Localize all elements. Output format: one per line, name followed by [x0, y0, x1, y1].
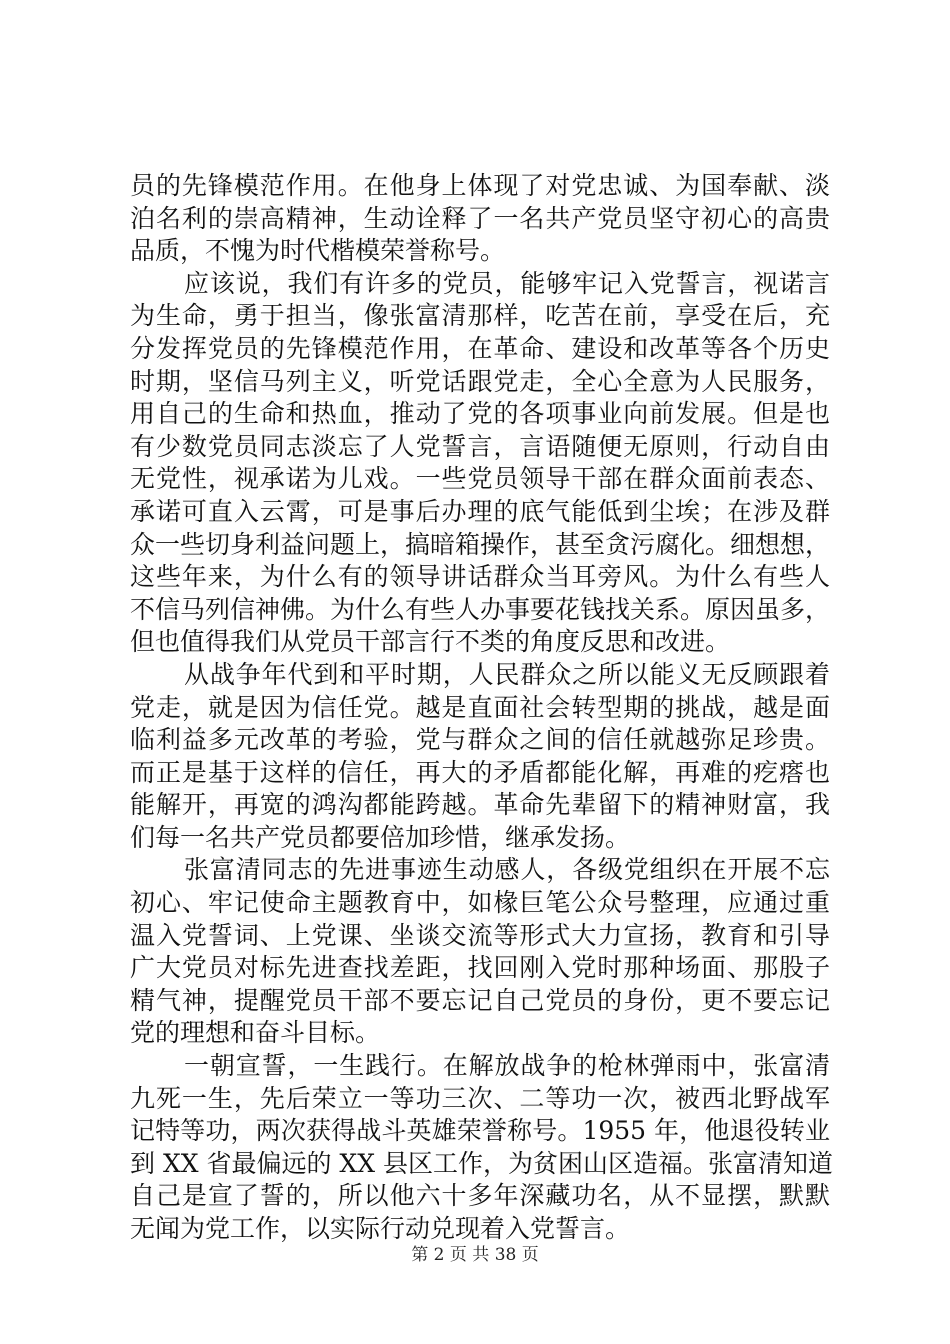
- text-line: 广大党员对标先进查找差距，找回刚入党时那种场面、那股子: [130, 953, 830, 983]
- text-line: 能解开，再宽的鸿沟都能跨越。革命先辈留下的精神财富，我: [130, 790, 830, 820]
- text-line: 时期，坚信马列主义，听党话跟党走，全心全意为人民服务，: [130, 366, 830, 396]
- text-line: 但也值得我们从党员干部言行不类的角度反思和改进。: [130, 627, 731, 657]
- text-line: 记特等功，两次获得战斗英雄荣誉称号。1955 年，他退役转业: [130, 1116, 830, 1146]
- page-number-footer: 第 2 页 共 38 页: [411, 1245, 539, 1265]
- text-line: 无党性，视承诺为儿戏。一些党员领导干部在群众面前表态、: [130, 464, 830, 494]
- text-line: 为生命，勇于担当，像张富清那样，吃苦在前，享受在后，充: [130, 301, 830, 331]
- text-line: 无闻为党工作，以实际行动兑现着入党誓言。: [130, 1214, 631, 1243]
- text-line: 员的先锋模范作用。在他身上体现了对党忠诚、为国奉献、淡: [130, 171, 830, 200]
- paragraph-first-line: 张富清同志的先进事迹生动感人，各级党组织在开展不忘: [184, 855, 830, 885]
- body-text: [130, 170, 833, 1246]
- text-line: 众一些切身利益问题上，搞暗箱操作，甚至贪污腐化。细想想，: [130, 529, 831, 559]
- text-line: 党的理想和奋斗目标。: [130, 1018, 381, 1048]
- text-line: 自己是宣了誓的，所以他六十多年深藏功名，从不显摆，默默: [130, 1181, 830, 1211]
- text-line: 品质，不愧为时代楷模荣誉称号。: [130, 236, 506, 266]
- text-line: 们每一名共产党员都要倍加珍惜，继承发扬。: [130, 822, 631, 852]
- text-line: 而正是基于这样的信任，再大的矛盾都能化解，再难的疙瘩也: [130, 757, 830, 787]
- paragraph-first-line: 应该说，我们有许多的党员，能够牢记入党誓言，视诺言: [184, 268, 830, 298]
- text-line: 这些年来，为什么有的领导讲话群众当耳旁风。为什么有些人: [130, 562, 830, 592]
- paragraph-first-line: 一朝宣誓，一生践行。在解放战争的枪林弹雨中，张富清: [184, 1051, 830, 1081]
- text-line: 分发挥党员的先锋模范作用，在革命、建设和改革等各个历史: [130, 333, 830, 363]
- text-line: 初心、牢记使命主题教育中，如椽巨笔公众号整理，应通过重: [130, 888, 830, 918]
- text-line: 九死一生，先后荣立一等功三次、二等功一次，被西北野战军: [130, 1083, 830, 1113]
- text-line: 不信马列信神佛。为什么有些人办事要花钱找关系。原因虽多，: [130, 594, 831, 624]
- text-line: 有少数党员同志淡忘了人党誓言，言语随便无原则，行动自由: [130, 431, 830, 461]
- text-line: 到 XX 省最偏远的 XX 县区工作，为贫困山区造福。张富清知道: [130, 1148, 833, 1178]
- text-line: 临利益多元改革的考验，党与群众之间的信任就越弥足珍贵。: [130, 725, 830, 755]
- text-line: 精气神，提醒党员干部不要忘记自己党员的身份，更不要忘记: [130, 985, 830, 1015]
- text-line: 泊名利的崇高精神，生动诠释了一名共产党员坚守初心的高贵: [130, 203, 830, 233]
- text-line: 用自己的生命和热血，推动了党的各项事业向前发展。但是也: [130, 399, 830, 429]
- text-line: 承诺可直入云霄，可是事后办理的底气能低到尘埃；在涉及群: [130, 496, 830, 526]
- paragraph-first-line: 从战争年代到和平时期，人民群众之所以能义无反顾跟着: [184, 659, 830, 689]
- text-line: 党走，就是因为信任党。越是直面社会转型期的挑战，越是面: [130, 692, 830, 722]
- text-line: 温入党誓词、上党课、坐谈交流等形式大力宣扬，教育和引导: [130, 920, 830, 950]
